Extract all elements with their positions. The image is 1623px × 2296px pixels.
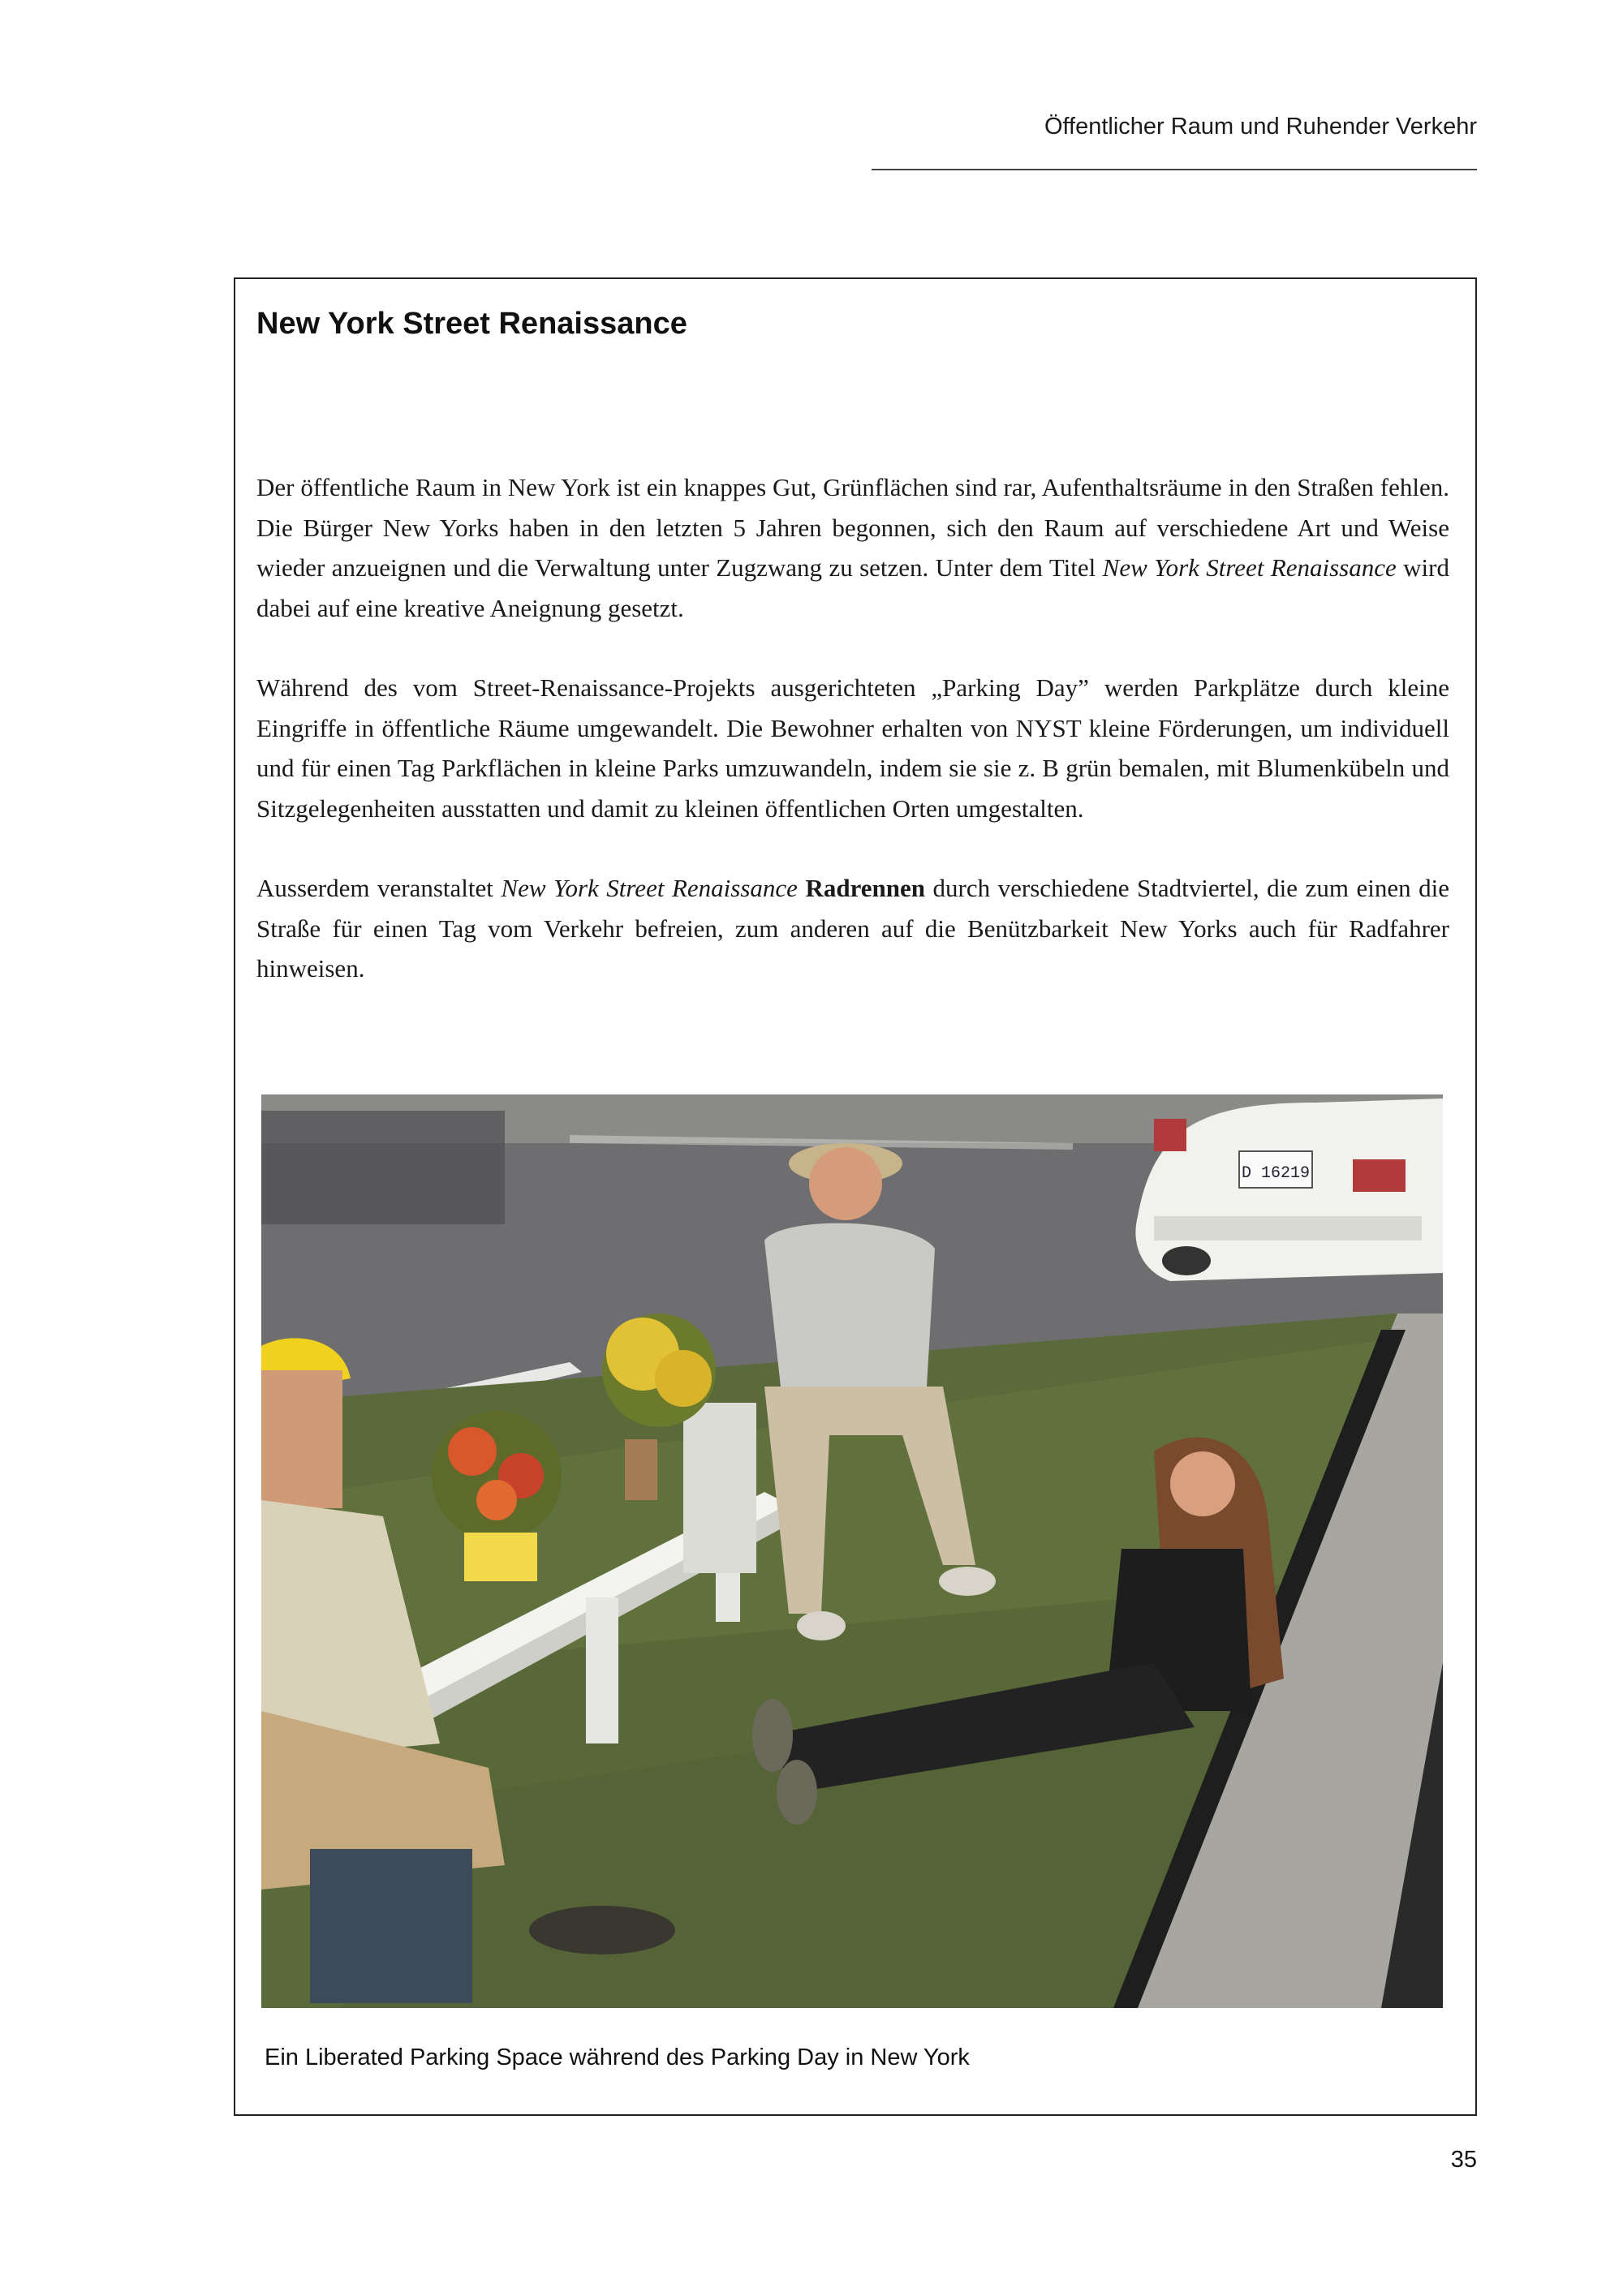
flower-pot-yellow bbox=[602, 1314, 716, 1427]
parked-car bbox=[1135, 1099, 1443, 1281]
paragraph-3-start: Ausserdem veranstaltet bbox=[256, 874, 502, 902]
paragraph-2: Während des vom Street-Renaissance-Projekts ausgerichteten „Parking Day” werden Parkplätze durch kleine Eingriffe in öffentliche Räume umgewandelt. Die Bewohner erhalten von NYST kleine Förderungen, um individuell und für einen Tag Parkflächen in kleine Parks umzuwandeln, indem sie sie z. B grün bemalen, mit Blumenkübeln und Sitzgelegenheiten ausstatten und damit zu kleinen öffentlichen Orten umgestalten. bbox=[256, 673, 1449, 823]
coffee-cup bbox=[625, 1439, 657, 1500]
license-plate: D 16219 bbox=[1241, 1164, 1311, 1183]
paragraph-3-bold: Radrennen bbox=[805, 874, 926, 902]
body-text bbox=[256, 467, 1449, 1029]
header-rule bbox=[872, 169, 1477, 170]
paragraph-1-italic: New York Street Renaissance bbox=[1102, 553, 1397, 582]
paragraph-1 bbox=[256, 467, 1449, 628]
paragraph-3-italic: New York Street Renaissance bbox=[501, 874, 798, 902]
photo-caption: Ein Liberated Parking Space während des Parking Day in New York bbox=[265, 2044, 970, 2070]
paragraph-3 bbox=[256, 868, 1449, 989]
box-title: New York Street Renaissance bbox=[256, 307, 687, 341]
parking-day-photo bbox=[261, 1094, 1443, 2008]
sidebar-box bbox=[234, 277, 1477, 2116]
paragraph-3-end: durch verschiedene Stadtviertel, die zum einen die Straße für einen Tag vom Verkehr befreien, zum anderen auf die Benützbarkeit New Yorks auch für Radfahrer hinweisen. bbox=[256, 874, 1449, 982]
page-number: 35 bbox=[1450, 2147, 1477, 2173]
paragraph-1-end: wird dabei auf eine kreative Aneignung gesetzt. bbox=[256, 553, 1449, 622]
paragraph-1-text: Der öffentliche Raum in New York ist ein knappes Gut, Grünflächen sind rar, Aufenthaltsräume in den Straßen fehlen. Die Bürger New Yorks haben in den letzten 5 Jahren begonnen, sich den Raum auf verschiedene Art und Weise wieder anzueignen und die Verwaltung unter Zugzwang zu setzen. Unter dem Titel bbox=[256, 473, 1449, 582]
running-header: Öffentlicher Raum und Ruhender Verkehr bbox=[1044, 114, 1477, 140]
